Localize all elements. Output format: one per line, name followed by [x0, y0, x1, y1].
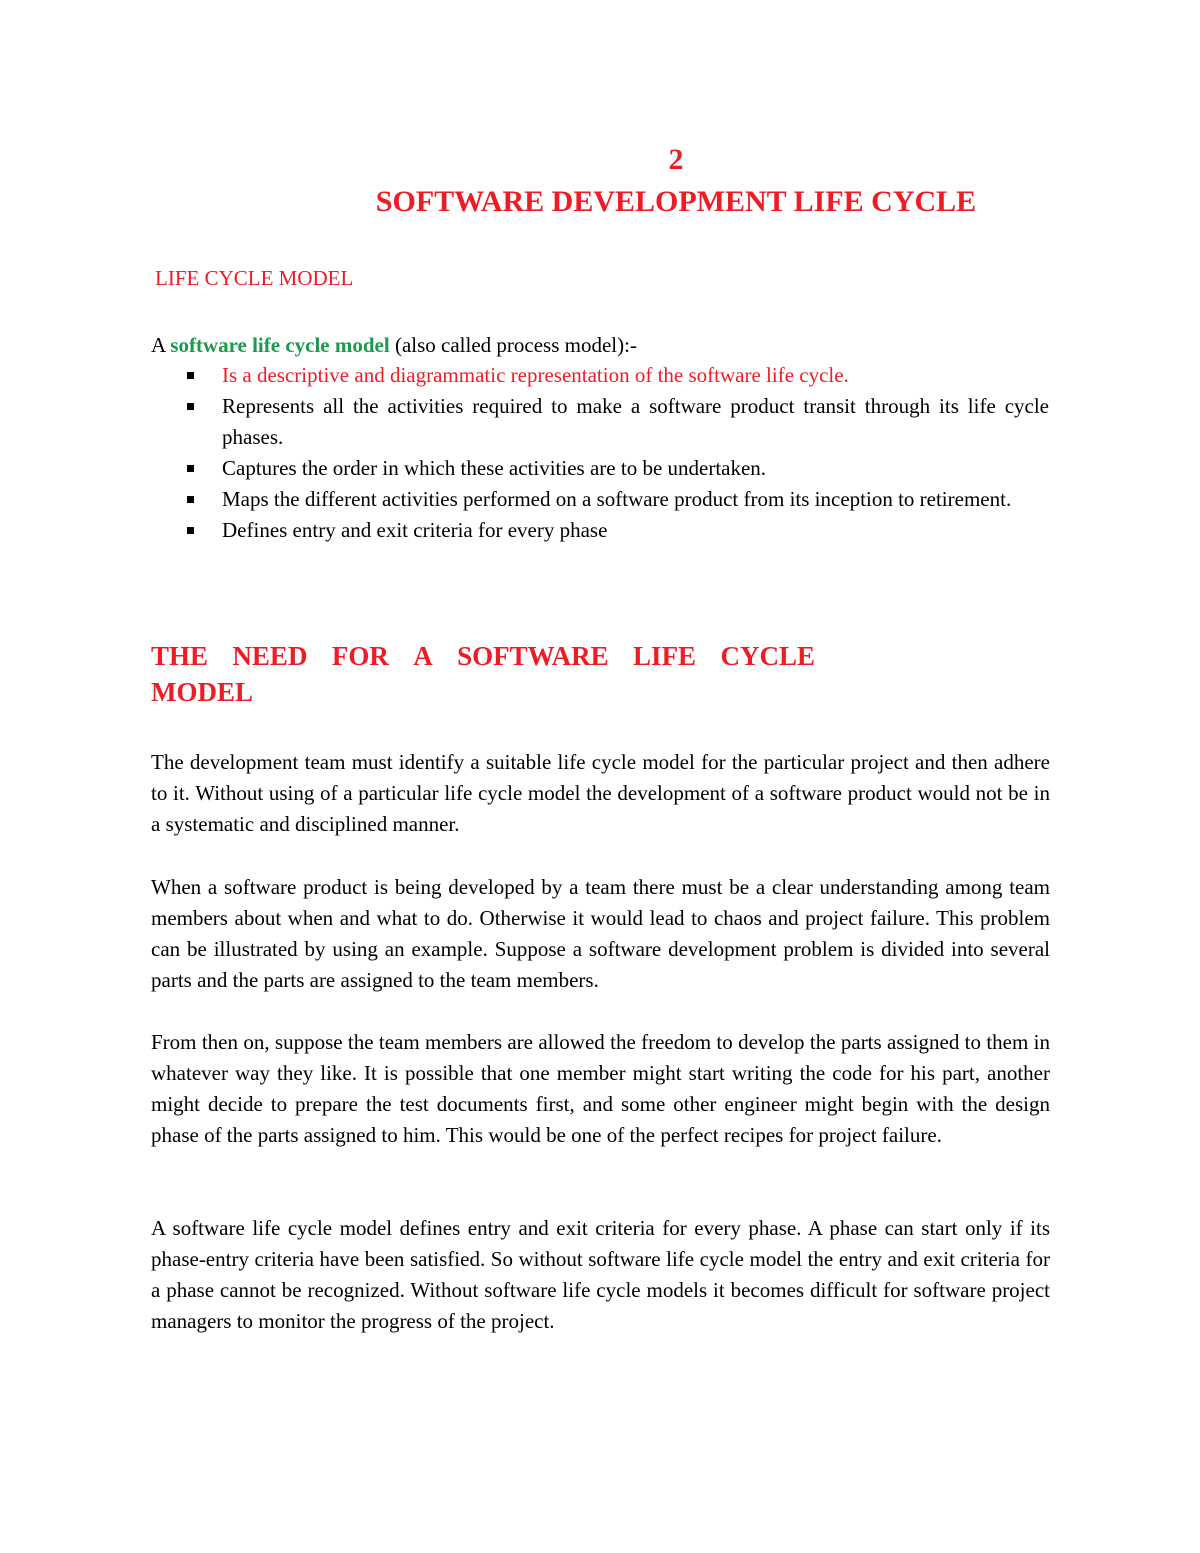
list-item-text: Defines entry and exit criteria for every phase — [222, 518, 608, 542]
heading-word: CYCLE — [720, 641, 815, 671]
heading-word: LIFE — [633, 641, 697, 671]
definition-bullet-list — [151, 360, 1049, 546]
heading-word: THE — [151, 641, 209, 671]
square-bullet-icon — [187, 496, 194, 503]
square-bullet-icon — [187, 403, 194, 410]
list-item-text: Captures the order in which these activities are to be undertaken. — [222, 456, 767, 480]
intro-highlight-term: software life cycle model — [170, 333, 390, 357]
paragraph: When a software product is being developed by a team there must be a clear understanding among team members about when and what to do. Otherwise it would lead to chaos and project failure. This problem can be illustrated by using an example. Suppose a software development problem is divided into several parts and the parts are assigned to the team members. — [151, 875, 1050, 992]
heading-word: NEED — [232, 641, 308, 671]
square-bullet-icon — [187, 527, 194, 534]
square-bullet-icon — [187, 465, 194, 472]
heading-line-one — [151, 638, 815, 674]
heading-word: SOFTWARE — [457, 641, 609, 671]
list-item — [151, 360, 1049, 391]
heading-line-two: MODEL — [151, 677, 254, 707]
list-item-text: Is a descriptive and diagrammatic representation of the software life cycle. — [222, 363, 849, 387]
list-item — [151, 515, 1049, 546]
list-item — [151, 453, 1049, 484]
intro-line — [151, 331, 637, 359]
heading-word: FOR — [331, 641, 389, 671]
chapter-number: 2 — [668, 143, 684, 176]
intro-suffix: (also called process model):- — [389, 333, 637, 357]
list-item — [151, 484, 1049, 515]
chapter-title: SOFTWARE DEVELOPMENT LIFE CYCLE — [375, 185, 977, 218]
list-item-text: Maps the different activities performed on a software product from its inception to retirement. — [222, 487, 1012, 511]
section-heading-need-for-model — [151, 638, 815, 710]
heading-word: A — [413, 641, 433, 671]
square-bullet-icon — [187, 372, 194, 379]
list-item-text: Represents all the activities required to make a software product transit through its life cycle phases. — [222, 394, 1049, 449]
paragraph: The development team must identify a suitable life cycle model for the particular project and then adhere to it. Without using of a particular life cycle model the development of a software product would not be in a systematic and disciplined manner. — [151, 750, 1050, 836]
list-item — [151, 391, 1049, 453]
intro-prefix: A — [151, 333, 171, 357]
paragraph: From then on, suppose the team members are allowed the freedom to develop the parts assigned to them in whatever way they like. It is possible that one member might start writing the code for his part, another might decide to prepare the test documents first, and some other engineer might begin with the design phase of the parts assigned to him. This would be one of the perfect recipes for project failure. — [151, 1030, 1050, 1147]
paragraph: A software life cycle model defines entry and exit criteria for every phase. A phase can start only if its phase-entry criteria have been satisfied. So without software life cycle model the entry and exit criteria for a phase cannot be recognized. Without software life cycle models it becomes difficult for software project managers to monitor the progress of the project. — [151, 1216, 1050, 1333]
section-heading-life-cycle-model: LIFE CYCLE MODEL — [155, 266, 354, 290]
